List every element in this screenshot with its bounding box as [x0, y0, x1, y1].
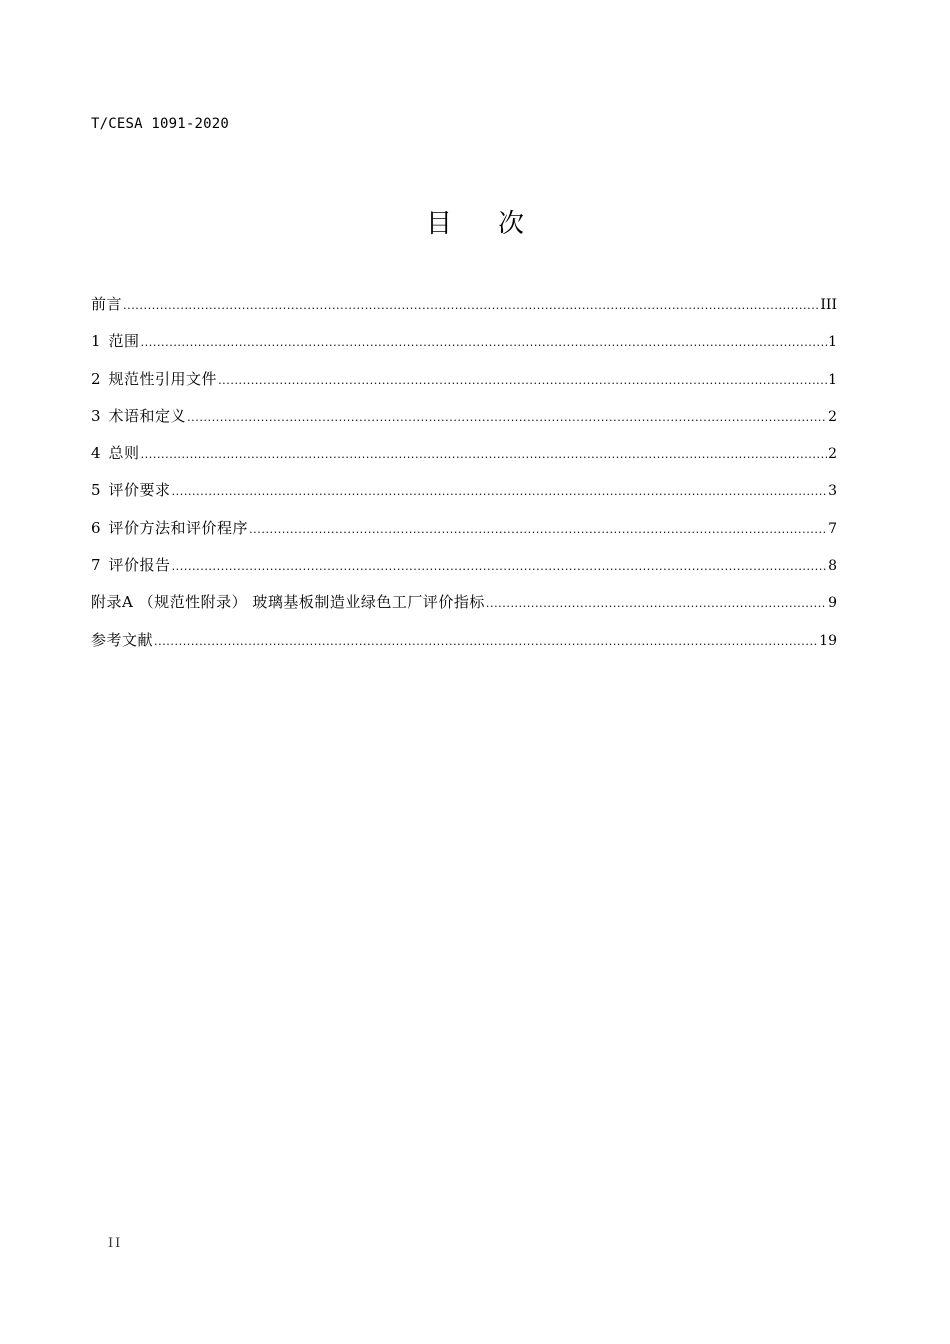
toc-entry-label: 范围: [108, 332, 140, 351]
toc-entry-evaluation-methods[interactable]: [91, 517, 837, 554]
toc-leader-dots: [123, 295, 819, 317]
toc-entry-terms-definitions[interactable]: [91, 405, 837, 442]
toc-entry-number: 4: [91, 444, 101, 463]
document-code: T/CESA 1091-2020: [91, 116, 230, 132]
toc-leader-dots: [187, 407, 827, 429]
toc-entry-label: 评价报告: [108, 556, 171, 575]
toc-entry-label: 参考文献: [91, 630, 154, 649]
toc-title-part1: 目: [425, 209, 452, 239]
toc-entry-normative-references[interactable]: [91, 368, 837, 405]
toc-entry-page: 3: [828, 483, 837, 500]
toc-entry-general[interactable]: [91, 442, 837, 479]
toc-entry-label: 总则: [108, 444, 140, 463]
toc-leader-dots: [486, 593, 827, 615]
toc-leader-dots: [172, 556, 828, 578]
toc-entry-page: 2: [828, 446, 837, 463]
toc-entry-number: 2: [91, 369, 101, 388]
toc-entry-number: 3: [91, 406, 101, 425]
toc-entry-foreword[interactable]: [91, 293, 837, 330]
toc-entry-evaluation-requirements[interactable]: [91, 479, 837, 516]
toc-entry-appendix-a[interactable]: [91, 591, 837, 628]
toc-entry-label: 术语和定义: [108, 406, 187, 425]
toc-entry-evaluation-report[interactable]: [91, 554, 837, 591]
toc-entry-label: 前言: [91, 295, 123, 313]
toc-leader-dots: [154, 631, 818, 653]
toc-leader-dots: [141, 332, 828, 354]
toc-leader-dots: [249, 519, 827, 541]
toc-entry-number: 6: [91, 518, 101, 537]
toc-leader-dots: [141, 444, 828, 466]
toc-leader-dots: [172, 481, 828, 503]
toc-list: [91, 293, 837, 666]
toc-entry-scope[interactable]: [91, 330, 837, 367]
toc-entry-number: 7: [91, 556, 101, 575]
toc-entry-label: 规范性引用文件: [108, 369, 218, 388]
toc-entry-page: 1: [828, 334, 837, 351]
toc-entry-page: 19: [819, 632, 837, 649]
toc-entry-page: 1: [828, 371, 837, 388]
toc-entry-number: 5: [91, 481, 101, 500]
toc-entry-page: 8: [828, 558, 837, 575]
toc-entry-page: 7: [828, 520, 837, 537]
toc-entry-page: 2: [828, 408, 837, 425]
page-number: II: [108, 1236, 123, 1251]
toc-leader-dots: [218, 370, 827, 392]
toc-entry-number: 1: [91, 332, 101, 351]
toc-title: [0, 204, 950, 244]
toc-title-part2: 次: [498, 209, 525, 239]
toc-entry-label: 附录A （规范性附录） 玻璃基板制造业绿色工厂评价指标: [91, 593, 485, 612]
toc-entry-label: 评价要求: [108, 481, 171, 500]
toc-entry-label: 评价方法和评价程序: [108, 518, 249, 537]
toc-entry-page: III: [820, 297, 837, 313]
toc-entry-bibliography[interactable]: [91, 629, 837, 666]
toc-entry-page: 9: [828, 595, 837, 612]
